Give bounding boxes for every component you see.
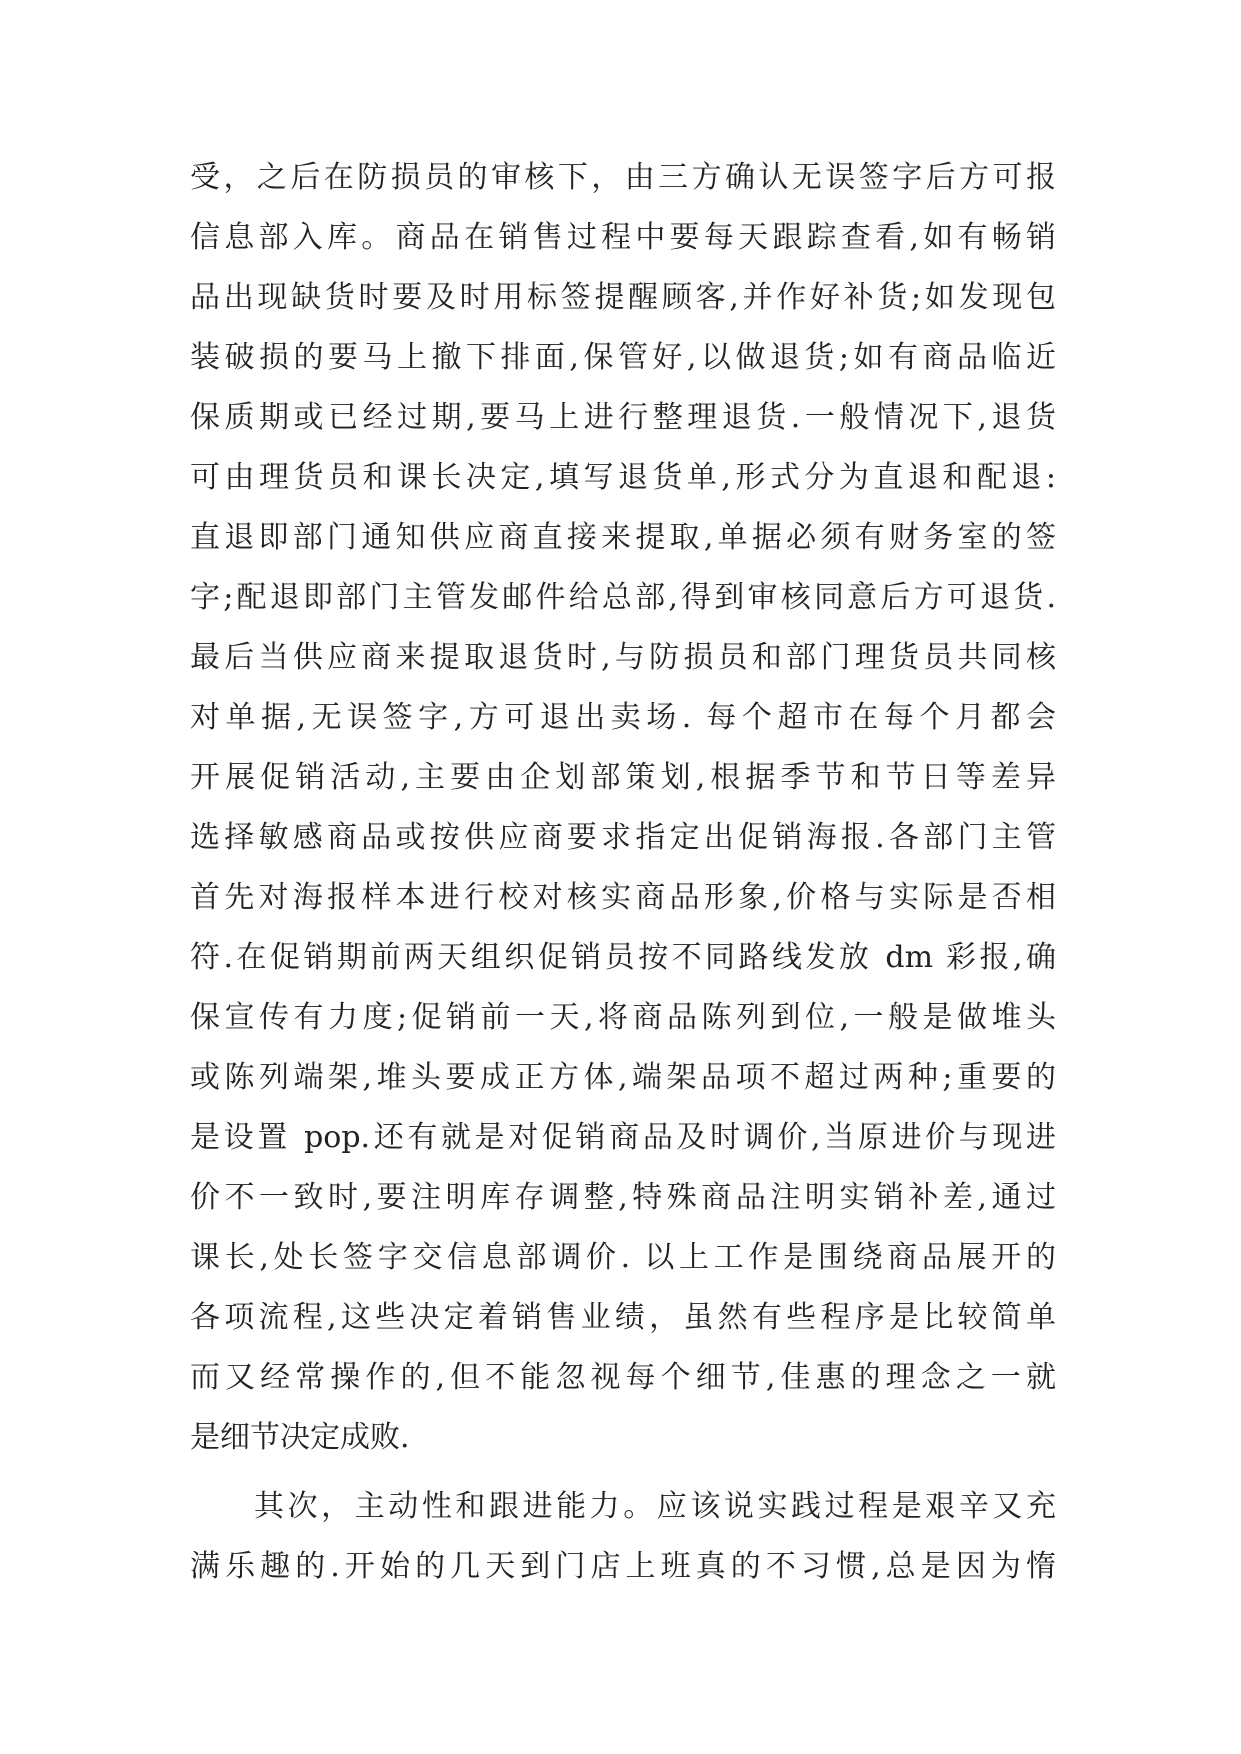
text-line: 直退即部门通知供应商直接来提取,单据必须有财务室的签	[190, 520, 1056, 555]
paragraph	[190, 1487, 1056, 1586]
paragraph	[190, 158, 1056, 1457]
text-line: 其次，主动性和跟进能力。应该说实践过程是艰辛又充	[254, 1489, 1056, 1524]
text-line: 首先对海报样本进行校对核实商品形象,价格与实际是否相	[190, 880, 1056, 915]
text-line: 对单据,无误签字,方可退出卖场. 每个超市在每个月都会	[190, 700, 1056, 735]
text-line: 满乐趣的.开始的几天到门店上班真的不习惯,总是因为惰	[190, 1549, 1056, 1584]
text-line: 是设置 pop.还有就是对促销商品及时调价,当原进价与现进	[190, 1120, 1056, 1155]
text-line: 保质期或已经过期,要马上进行整理退货.一般情况下,退货	[190, 400, 1056, 435]
text-line: 是细节决定成败.	[190, 1420, 410, 1455]
paragraph-spacer	[190, 1478, 1056, 1487]
text-line: 字;配退即部门主管发邮件给总部,得到审核同意后方可退货.	[190, 580, 1056, 615]
text-line: 选择敏感商品或按供应商要求指定出促销海报.各部门主管	[190, 820, 1056, 855]
text-line: 信息部入库。商品在销售过程中要每天跟踪查看,如有畅销	[190, 220, 1056, 255]
text-line: 各项流程,这些决定着销售业绩，虽然有些程序是比较简单	[190, 1300, 1056, 1335]
text-line: 受，之后在防损员的审核下，由三方确认无误签字后方可报	[190, 160, 1056, 195]
text-line: 价不一致时,要注明库存调整,特殊商品注明实销补差,通过	[190, 1180, 1056, 1215]
text-line: 课长,处长签字交信息部调价. 以上工作是围绕商品展开的	[190, 1240, 1056, 1275]
text-line: 保宣传有力度;促销前一天,将商品陈列到位,一般是做堆头	[190, 1000, 1056, 1035]
text-line: 装破损的要马上撤下排面,保管好,以做退货;如有商品临近	[190, 340, 1056, 375]
document-body	[190, 158, 1056, 1607]
text-line: 而又经常操作的,但不能忽视每个细节,佳惠的理念之一就	[190, 1360, 1056, 1395]
text-line: 开展促销活动,主要由企划部策划,根据季节和节日等差异	[190, 760, 1056, 795]
text-line: 品出现缺货时要及时用标签提醒顾客,并作好补货;如发现包	[190, 280, 1056, 315]
text-line: 可由理货员和课长决定,填写退货单,形式分为直退和配退:	[190, 460, 1056, 495]
text-line: 符.在促销期前两天组织促销员按不同路线发放 dm 彩报,确	[190, 940, 1056, 975]
text-line: 最后当供应商来提取退货时,与防损员和部门理货员共同核	[190, 640, 1056, 675]
text-line: 或陈列端架,堆头要成正方体,端架品项不超过两种;重要的	[190, 1060, 1056, 1095]
